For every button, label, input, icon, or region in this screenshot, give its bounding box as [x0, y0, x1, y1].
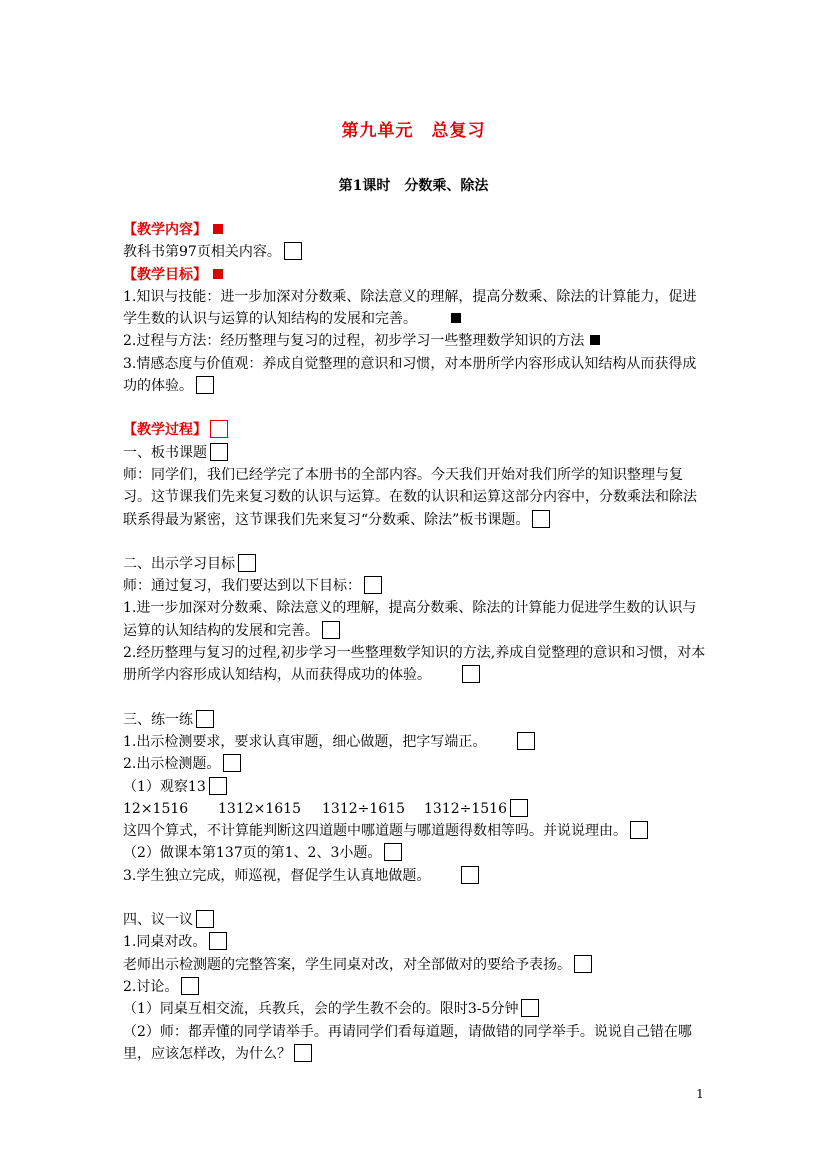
unit-title: 第九单元 总复习: [341, 121, 486, 141]
checkbox-icon: [517, 732, 535, 750]
section-3-item-2c-text: （2）做课本第137页的第1、2、3小题。: [123, 845, 382, 862]
section-4-title-text: 四、议一议: [123, 912, 193, 929]
lesson-subtitle: 第1课时 分数乘、除法: [338, 178, 489, 194]
section-3-item-2-text: 2.出示检测题。: [123, 756, 221, 773]
black-square-icon: [590, 335, 600, 345]
checkbox-icon: [322, 621, 340, 639]
checkbox-icon: [364, 576, 382, 594]
section-2-goal-2-text: 2.经历整理与复习的过程,初步学习一些整理数学知识的方法,养成自觉整理的意识和习惯，对本册所学内容形成认知结构，从而获得成功的体验。: [123, 645, 706, 684]
checkbox-icon: [284, 242, 302, 260]
section-1-paragraph: 师：同学们，我们已经学完了本册书的全部内容。今天我们开始对我们所学的知识整理与复习。这节课我们先来复习数的认识与运算。在数的认识和运算这部分内容中，分数乘法和除法联系得最为紧密，这节课我们先来复习“分数乘、除法”板书课题。: [123, 466, 697, 528]
checkbox-icon: [223, 754, 241, 772]
checkbox-icon: [210, 443, 228, 461]
checkbox-icon: [574, 955, 592, 973]
section-4-item-1a: [123, 954, 707, 976]
section-4-item-2b: [123, 1021, 707, 1066]
process-heading: 【教学过程】: [123, 422, 207, 439]
section-4-title: [123, 909, 707, 931]
goals-heading-line: [123, 264, 707, 286]
content-heading: 【教学内容】: [123, 222, 207, 238]
goal-2-text: 2.过程与方法：经历整理与复习的过程，初步学习一些整理数学知识的方法: [123, 333, 585, 350]
section-4-item-2a: [123, 998, 707, 1020]
section-2-title: [123, 553, 707, 575]
section-3-item-2c: [123, 842, 707, 864]
expression-1: 12×1516: [123, 800, 189, 817]
checkbox-icon: [462, 665, 480, 683]
checkbox-icon: [196, 376, 214, 394]
goal-1: [123, 286, 707, 331]
checkbox-icon: [532, 510, 550, 528]
content-text-line: [123, 241, 707, 263]
section-1-title: [123, 442, 707, 464]
checkbox-icon: [510, 799, 528, 817]
red-square-icon: [213, 269, 223, 279]
section-3-item-2b: [123, 820, 707, 842]
section-4-item-1: [123, 931, 707, 953]
page-number: 1: [696, 1087, 704, 1101]
section-4-item-1-text: 1.同桌对改。: [123, 934, 207, 951]
section-3-item-1-text: 1.出示检测要求，要求认真审题，细心做题，把字写端正。: [123, 733, 487, 750]
section-2-intro-text: 师：通过复习，我们要达到以下目标：: [123, 578, 361, 595]
expression-2: 1312×1615: [218, 800, 301, 817]
checkbox-icon: [181, 977, 199, 995]
section-3-item-2a-text: （1）观察13: [123, 778, 206, 795]
section-3-item-1: [123, 731, 707, 753]
section-3-item-2: [123, 753, 707, 775]
section-3-item-2a: [123, 776, 707, 798]
section-4-item-2-text: 2.讨论。: [123, 978, 179, 995]
goal-3-text: 3.情感态度与价值观：养成自觉整理的意识和习惯，对本册所学内容形成认知结构从而获得成功的体验。: [123, 355, 697, 395]
section-2-goal-2: [123, 642, 707, 687]
section-1-text: [123, 464, 707, 531]
process-heading-line: [123, 419, 707, 441]
expression-4: 1312÷1516: [424, 800, 507, 817]
goals-heading: 【教学目标】: [123, 266, 207, 283]
black-square-icon: [451, 313, 461, 323]
expressions-line: [123, 798, 707, 820]
goal-3: [123, 353, 707, 398]
section-3-item-3: [123, 865, 707, 887]
checkbox-icon: [209, 932, 227, 950]
goal-2: [123, 330, 707, 352]
checkbox-icon: [630, 821, 648, 839]
section-4-item-2: [123, 976, 707, 998]
checkbox-icon: [209, 777, 227, 795]
checkbox-icon: [384, 843, 402, 861]
section-3-item-2b-text: 这四个算式，不计算能判断这四道题中哪道题与哪道题得数相等吗。并说说理由。: [123, 823, 627, 840]
section-2-goal-1: [123, 597, 707, 642]
section-4-item-2b-text: （2）师：都弄懂的同学请举手。再请同学们看每道题，请做错的同学举手。说说自己错在哪里，应该怎样改，为什么？: [123, 1023, 692, 1062]
checkbox-icon: [461, 866, 479, 884]
red-checkbox-icon: [210, 420, 228, 438]
content-text: 教科书第97页相关内容。: [123, 244, 281, 261]
document-body: [123, 219, 707, 1065]
section-4-item-1a-text: 老师出示检测题的完整答案，学生同桌对改，对全部做对的要给予表扬。: [123, 956, 571, 973]
section-2-title-text: 二、出示学习目标: [123, 555, 235, 572]
section-3-item-3-text: 3.学生独立完成，师巡视，督促学生认真地做题。: [123, 867, 431, 884]
goal-1-text: 1.知识与技能：进一步加深对分数乘、除法意义的理解，提高分数乘、除法的计算能力，促进学生数的认识与运算的认知结构的发展和完善。: [123, 288, 697, 328]
section-1-title-text: 一、板书课题: [123, 444, 207, 461]
section-2-goal-1-text: 1.进一步加深对分数乘、除法意义的理解，提高分数乘、除法的计算能力促进学生数的认识与运算的认知结构的发展和完善。: [123, 600, 697, 639]
section-3-title: [123, 709, 707, 731]
checkbox-icon: [521, 999, 539, 1017]
checkbox-icon: [196, 710, 214, 728]
section-4-item-2a-text: （1）同桌互相交流，兵教兵，会的学生教不会的。限时3-5分钟: [123, 1001, 519, 1018]
checkbox-icon: [238, 554, 256, 572]
content-heading-line: [123, 219, 707, 241]
red-square-icon: [213, 224, 223, 234]
section-3-title-text: 三、练一练: [123, 711, 193, 728]
checkbox-icon: [196, 910, 214, 928]
checkbox-icon: [294, 1044, 312, 1062]
expression-3: 1312÷1615: [322, 800, 405, 817]
section-2-intro: [123, 575, 707, 597]
